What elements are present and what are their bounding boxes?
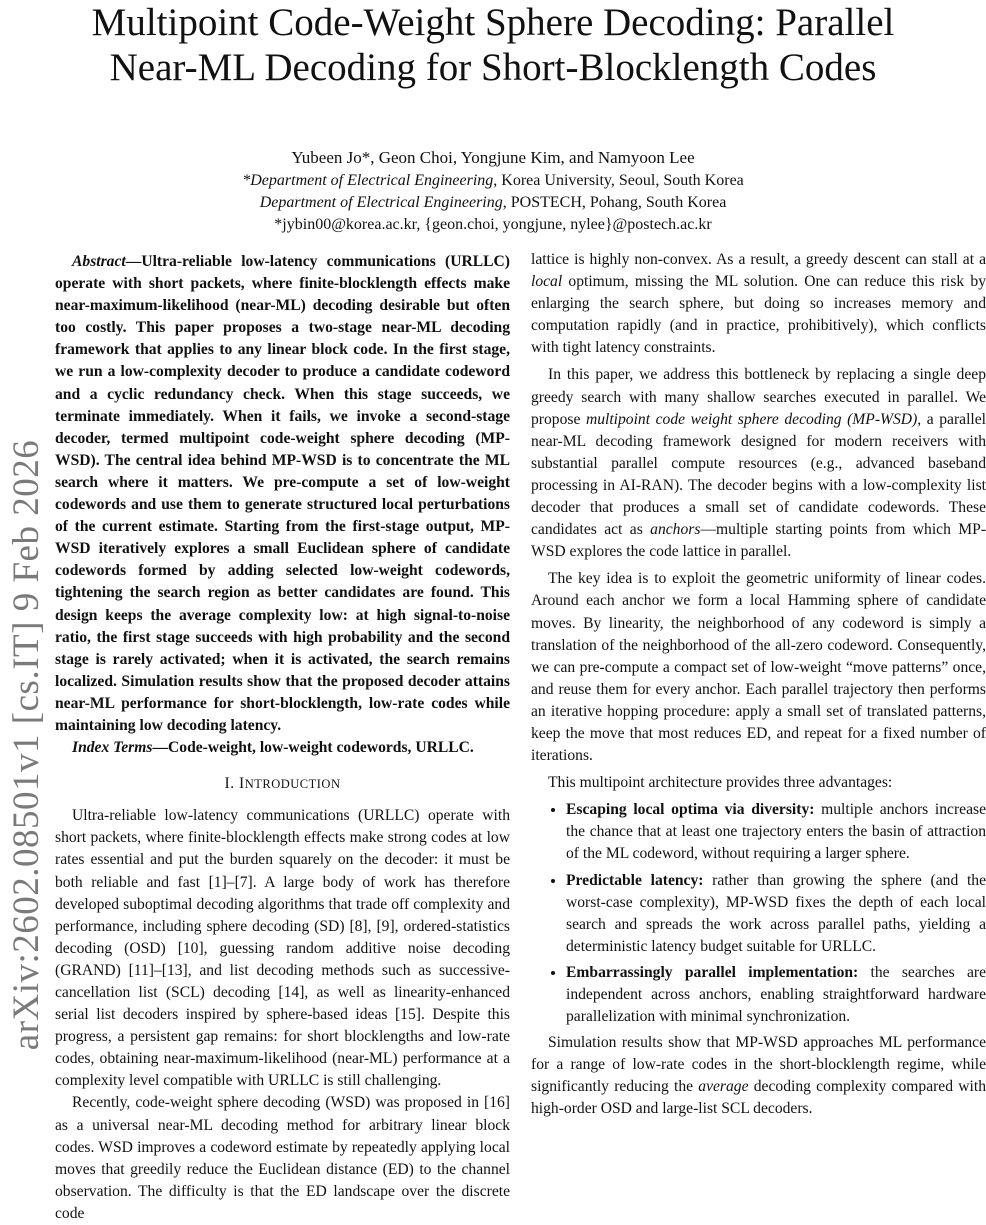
paragraph	[531, 568, 986, 767]
index-terms-text: —Code-weight, low-weight codewords, URLLC.	[152, 739, 474, 757]
affiliation-rest: , Korea University, Seoul, South Korea	[493, 172, 744, 189]
paragraph	[531, 364, 986, 563]
emphasis-text: average	[698, 1078, 749, 1096]
abstract	[55, 251, 510, 759]
affiliation-dept: Department of Electrical Engineering	[259, 194, 503, 211]
advantage-title: Predictable latency:	[566, 871, 704, 889]
title-line: Near-ML Decoding for Short-Blocklength Codes	[109, 46, 877, 89]
emphasis-text: multipoint code weight sphere decoding (MP-WSD)	[585, 410, 918, 428]
paragraph	[531, 249, 986, 359]
authors: Yubeen Jo*, Geon Choi, Yongjune Kim, and Namyoon Lee	[291, 148, 695, 167]
arxiv-stamp: arXiv:2602.08501v1 [cs.IT] 9 Feb 2026	[6, 439, 47, 1051]
index-terms-label: Index Terms	[72, 739, 153, 757]
advantage-item	[566, 962, 986, 1028]
introduction-body	[55, 805, 510, 1225]
advantage-text: the searches are independent across anchors, enabling straightforward hardware parallelization with minimal synchronization.	[566, 963, 986, 1026]
paragraph-text: Ultra-reliable low-latency communications (URLLC) operate with short packets, where finite-blocklength effects make strong codes at low rates essential and put the burden squarely on the decoder: it must be both reliable and fast [1]–[7]. A large body of work has therefore developed suboptimal decoding algorithms that trade off complexity and performance, including sphere decoding (SD) [8], [9], ordered-statistics decoding (OSD) [10], guessing random additive noise decoding (GRAND) [11]–[13], and list decoding methods such as successive-cancellation list (SCL) decoding [14], as well as linearity-enhanced serial list decoders inspired by sphere-based ideas [15]. Despite this progress, a persistent gap remains: for short blocklengths and low-rate codes, obtaining near-maximum-likelihood (near-ML) performance at a complexity level compatible with URLLC is still challenging.	[55, 807, 510, 1090]
advantages-list	[531, 799, 986, 1028]
advantage-title: Embarrassingly parallel implementation:	[566, 963, 859, 981]
paragraph-text: —multiple starting points from which MP-WSD explores the code lattice in parallel.	[531, 521, 986, 561]
paragraph-text: decoding complexity compared with high-order OSD and large-list SCL decoders.	[531, 1078, 986, 1118]
closing-paragraph	[531, 1032, 986, 1120]
title-line: Multipoint Code-Weight Sphere Decoding: Parallel	[91, 1, 895, 44]
emphasis-text: anchors	[650, 521, 701, 539]
abstract-text: —Ultra-reliable low-latency communications (URLLC) operate with short packets, where finite-blocklength effects make near-maximum-likelihood (near-ML) decoding desirable but often too costly. This paper proposes a two-stage near-ML decoding framework that applies to any linear block code. In the first stage, we run a low-complexity decoder to produce a candidate codeword and a cyclic redundancy check. When this stage succeeds, we terminate immediately. When it fails, we invoke a second-stage decoder, termed multipoint code-weight sphere decoding (MP-WSD). The central idea behind MP-WSD is to concentrate the ML search where it matters. We pre-compute a set of low-weight codewords and use them to generate structured local perturbations of the current estimate. Starting from the first-stage output, MP-WSD iteratively explores a small Euclidean sphere of candidate codewords formed by adding selected low-weight codewords, tightening the search region as better candidates are found. This design keeps the average complexity low: at high signal-to-noise ratio, the first stage succeeds with high probability and the second stage is rarely activated; when it is activated, the search remains localized. Simulation results show that the proposed decoder attains near-ML performance for short-blocklength, low-rate codes while maintaining low decoding latency.	[55, 253, 510, 734]
abstract-label: Abstract	[72, 253, 126, 270]
introduction-body-continued	[531, 249, 986, 794]
section-heading-introduction: I. INTRODUCTION	[224, 775, 341, 793]
left-column	[55, 251, 510, 1225]
paragraph-text: optimum, missing the ML solution. One can reduce this risk by enlarging the search sphere, but doing so increases memory and computation rapidly (and in practice, prohibitively), which conflicts with tight latency constraints.	[531, 273, 986, 357]
emphasis-text: local	[531, 273, 563, 291]
paragraph	[531, 772, 986, 794]
paragraph	[531, 1032, 986, 1120]
paragraph-text: , a parallel near-ML decoding framework designed for modern receivers with substantial parallel compute resources (e.g., advanced baseband processing in AI-RAN). The decoder begins with a low-complexity list decoder that produces a small set of candidate codewords. These candidates act as	[531, 410, 986, 539]
affiliation-2	[0, 192, 986, 214]
paragraph	[55, 1092, 510, 1225]
paragraph-text: Simulation results show that MP-WSD approaches ML performance for a range of low-rate codes in the short-blocklength regime, while significantly reducing the	[531, 1034, 986, 1096]
right-column	[531, 249, 986, 1121]
affiliation-rest: , POSTECH, Pohang, South Korea	[502, 194, 727, 211]
advantage-title: Escaping local optima via diversity:	[566, 801, 815, 819]
advantage-item	[566, 870, 986, 958]
paragraph-text: The key idea is to exploit the geometric uniformity of linear codes. Around each anchor we form a local Hamming sphere of candidate moves. By linearity, the neighborhood of any codeword is simply a translation of the neighborhood of the all-zero codeword. Consequently, we can pre-compute a compact set of low-weight “move patterns” once, and reuse them for every anchor. Each parallel trajectory then performs an iterative hopping procedure: apply a small set of translated patterns, keep the move that most reduces ED, and repeat for a fixed number of iterations.	[531, 570, 986, 765]
advantage-text: multiple anchors increase the chance that at least one trajectory enters the basin of attraction of the ML codeword, without requiring a larger sphere.	[566, 801, 986, 863]
advantage-item	[566, 799, 986, 865]
paper-title	[0, 0, 986, 90]
paragraph-text: Recently, code-weight sphere decoding (WSD) was proposed in [16] as a universal near-ML decoding method for arbitrary linear block codes. WSD improves a codeword estimate by repeatedly applying local moves that greedily reduce the Euclidean distance (ED) to the channel observation. The difficulty is that the ED landscape over the discrete code	[55, 1094, 510, 1222]
affiliation-dept: *Department of Electrical Engineering	[242, 172, 494, 189]
paragraph	[55, 805, 510, 1092]
affiliation-1	[0, 170, 986, 192]
paragraph-text: This multipoint architecture provides three advantages:	[548, 774, 893, 792]
emails: *jybin00@korea.ac.kr, {geon.choi, yongjune, nylee}@postech.ac.kr	[274, 216, 712, 233]
paragraph-text: lattice is highly non-convex. As a result, a greedy descent can stall at a	[531, 251, 986, 268]
advantage-text: rather than growing the sphere (and the worst-case complexity), MP-WSD fixes the depth of each local search and spreads the work across parallel paths, yielding a deterministic latency budget suitable for URLLC.	[566, 871, 986, 955]
paragraph-text: In this paper, we address this bottleneck by replacing a single deep greedy search with many shallow searches executed in parallel. We propose	[531, 366, 986, 428]
